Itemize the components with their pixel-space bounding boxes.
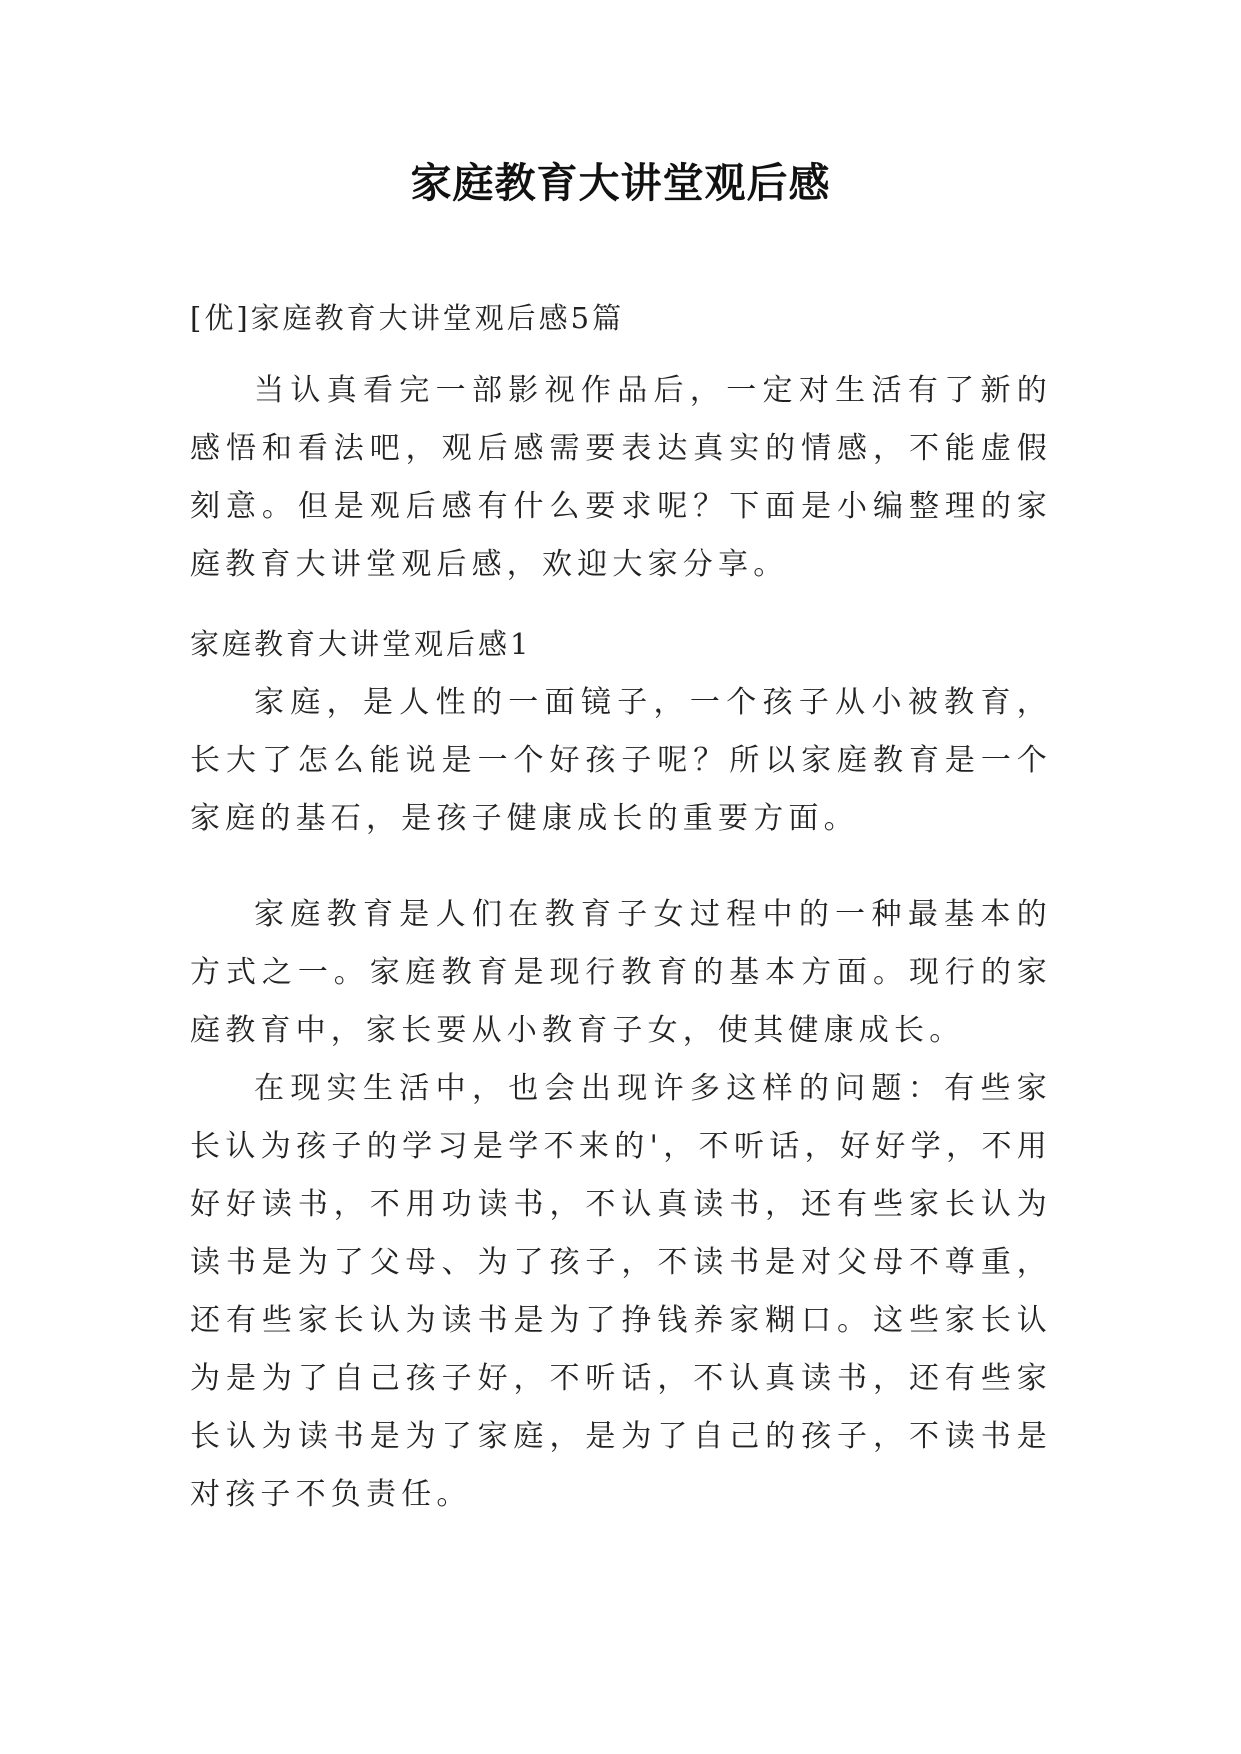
document-title: 家庭教育大讲堂观后感 bbox=[410, 159, 831, 207]
document-subtitle: [优]家庭教育大讲堂观后感5篇 bbox=[190, 301, 625, 335]
paragraph-block-2 bbox=[190, 886, 1052, 1060]
intro-block bbox=[190, 362, 1052, 594]
paragraph-block-3 bbox=[190, 1060, 1052, 1524]
paragraph-block-1 bbox=[190, 674, 1052, 848]
section-heading: 家庭教育大讲堂观后感1 bbox=[190, 627, 532, 661]
body-paragraph: 家庭教育是人们在教育子女过程中的一种最基本的方式之一。家庭教育是现行教育的基本方面。现行的家庭教育中，家长要从小教育子女，使其健康成长。 bbox=[190, 897, 1052, 1048]
intro-paragraph: 当认真看完一部影视作品后，一定对生活有了新的感悟和看法吧，观后感需要表达真实的情感，不能虚假刻意。但是观后感有什么要求呢？下面是小编整理的家庭教育大讲堂观后感，欢迎大家分享。 bbox=[190, 373, 1052, 582]
body-paragraph: 家庭，是人性的一面镜子，一个孩子从小被教育，长大了怎么能说是一个好孩子呢？所以家庭教育是一个家庭的基石，是孩子健康成长的重要方面。 bbox=[190, 685, 1052, 836]
body-paragraph: 在现实生活中，也会出现许多这样的问题：有些家长认为孩子的学习是学不来的'，不听话，好好学，不用好好读书，不用功读书，不认真读书，还有些家长认为读书是为了父母、为了孩子，不读书是对父母不尊重，还有些家长认为读书是为了挣钱养家糊口。这些家长认为是为了自己孩子好，不听话，不认真读书，还有些家长认为读书是为了家庭，是为了自己的孩子，不读书是对孩子不负责任。 bbox=[190, 1071, 1052, 1512]
